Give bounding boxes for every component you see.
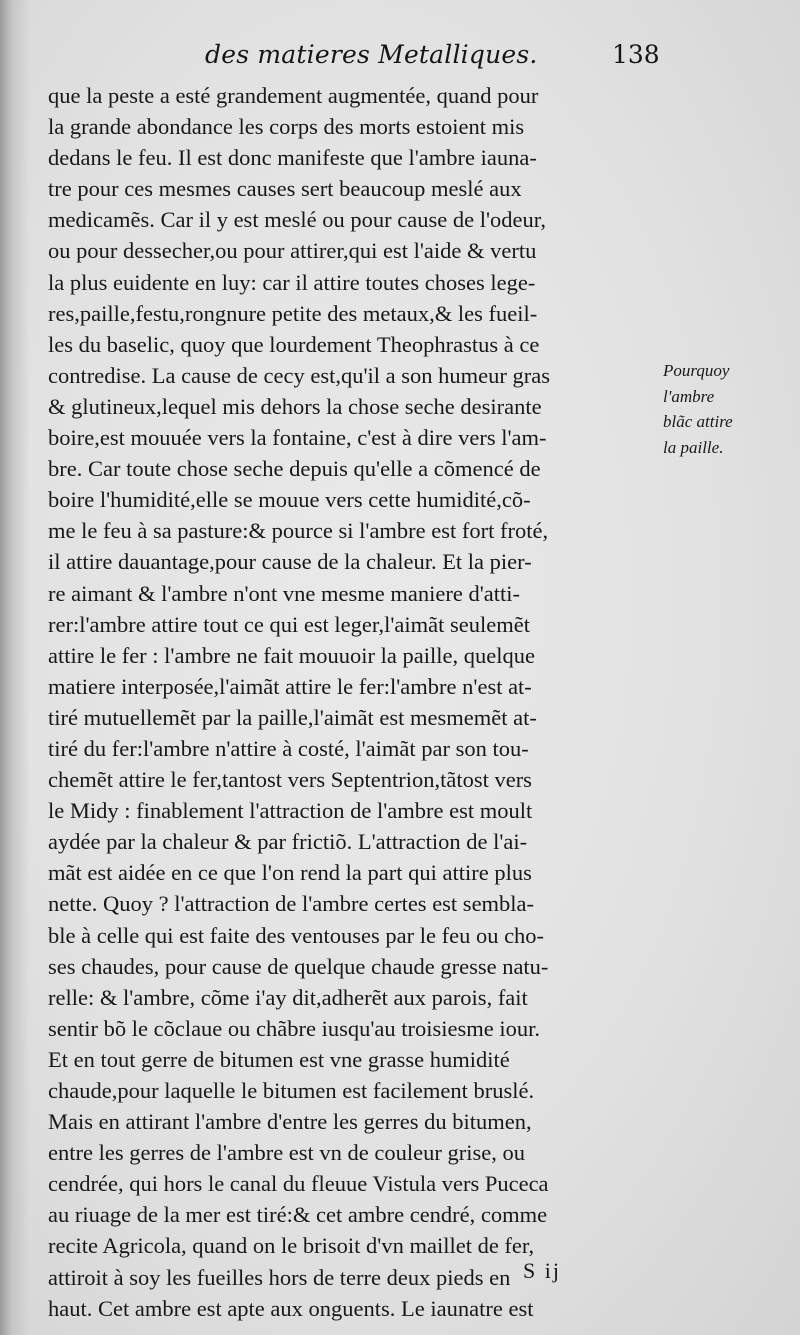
text-line: medicamẽs. Car il y est meslé ou pour cause de l'odeur, [48,207,546,233]
text-line: attire le fer : l'ambre ne fait mouuoir la paille, quelque [48,642,535,668]
text-line: relle: & l'ambre, cõme i'ay dit,adherẽt aux parois, fait [48,984,528,1010]
text-line: aydée par la chaleur & par frictiõ. L'attraction de l'ai- [48,829,528,855]
text-line: ou pour dessecher,ou pour attirer,qui est l'aide & vertu [48,238,537,264]
text-line: recite Agricola, quand on le brisoit d'vn maillet de fer, [48,1233,535,1259]
text-line: tiré mutuellemẽt par la paille,l'aimãt est mesmemẽt at- [48,704,537,730]
text-line: boire,est mouuée vers la fontaine, c'est à dire vers l'am- [48,425,547,451]
text-line: res,paille,festu,rongnure petite des metaux,& les fueil- [48,300,538,326]
page-number: 138 [612,40,660,69]
margin-note-line: l'ambre [663,386,715,406]
text-line: attiroit à soy les fueilles hors de terre deux pieds en [48,1264,511,1290]
text-line: au riuage de la mer est tiré:& cet ambre cendré, comme [48,1202,548,1228]
page-header [0,40,800,80]
text-line: re aimant & l'ambre n'ont vne mesme maniere d'atti- [48,580,520,606]
text-line: contredise. La cause de cecy est,qu'il a son humeur gras [48,362,550,388]
text-line: rer:l'ambre attire tout ce qui est leger,l'aimãt seulemẽt [48,611,531,637]
text-line: tre pour ces mesmes causes sert beaucoup meslé aux [48,176,522,202]
text-line: que la peste a esté grandement augmentée, quand pour [48,83,539,108]
text-line: & glutineux,lequel mis dehors la chose seche desirante [48,393,542,419]
marginal-note [663,358,793,460]
text-line: cendrée, qui hors le canal du fleuue Vistula vers Puceca [48,1171,549,1197]
text-line: chaude,pour laquelle le bitumen est facilement bruslé. [48,1078,535,1103]
text-line: dedans le feu. Il est donc manifeste que l'ambre iauna- [48,145,537,171]
signature-mark: S ij [523,1258,561,1283]
running-head: des matieres Metalliques. [205,40,538,69]
body-text [48,80,658,1324]
text-line: nette. Quoy ? l'attraction de l'ambre certes est sembla- [48,891,535,917]
text-line: ble à celle qui est faite des ventouses par le feu ou cho- [48,922,545,948]
text-line: chemẽt attire le fer,tantost vers Septentrion,tãtost vers [48,767,532,793]
text-line: Et en tout gerre de bitumen est vne grasse humidité [48,1046,510,1072]
text-line: mãt est aidée en ce que l'on rend la part qui attire plus [48,860,532,886]
text-line: boire l'humidité,elle se mouue vers cette humidité,cõ- [48,487,531,513]
text-line: matiere interposée,l'aimãt attire le fer:l'ambre n'est at- [48,673,532,699]
text-line: sentir bõ le cõclaue ou chãbre iusqu'au troisiesme iour. [48,1015,541,1041]
margin-note-line: blãc attire [663,412,733,431]
text-line: haut. Cet ambre est apte aux onguents. Le iaunatre est [48,1295,534,1321]
text-line: tiré du fer:l'ambre n'attire à costé, l'aimãt par son tou- [48,735,529,761]
text-line: les du baselic, quoy que lourdement Theophrastus à ce [48,331,540,357]
text-line: il attire dauantage,pour cause de la chaleur. Et la pier- [48,549,532,575]
text-line: le Midy : finablement l'attraction de l'ambre est moult [48,798,533,824]
text-line: Mais en attirant l'ambre d'entre les gerres du bitumen, [48,1109,532,1135]
text-line: bre. Car toute chose seche depuis qu'elle a cõmencé de [48,456,541,482]
text-line: ses chaudes, pour cause de quelque chaude gresse natu- [48,953,549,979]
text-line: la grande abondance les corps des morts estoient mis [48,114,525,140]
text-line: me le feu à sa pasture:& pource si l'ambre est fort froté, [48,518,549,544]
gutter-shadow [0,0,30,1335]
margin-note-line: Pourquoy [663,361,730,380]
text-line: la plus euidente en luy: car il attire toutes choses lege- [48,269,536,295]
text-line: entre les gerres de l'ambre est vn de couleur grise, ou [48,1140,525,1166]
margin-note-line: la paille. [663,437,724,457]
